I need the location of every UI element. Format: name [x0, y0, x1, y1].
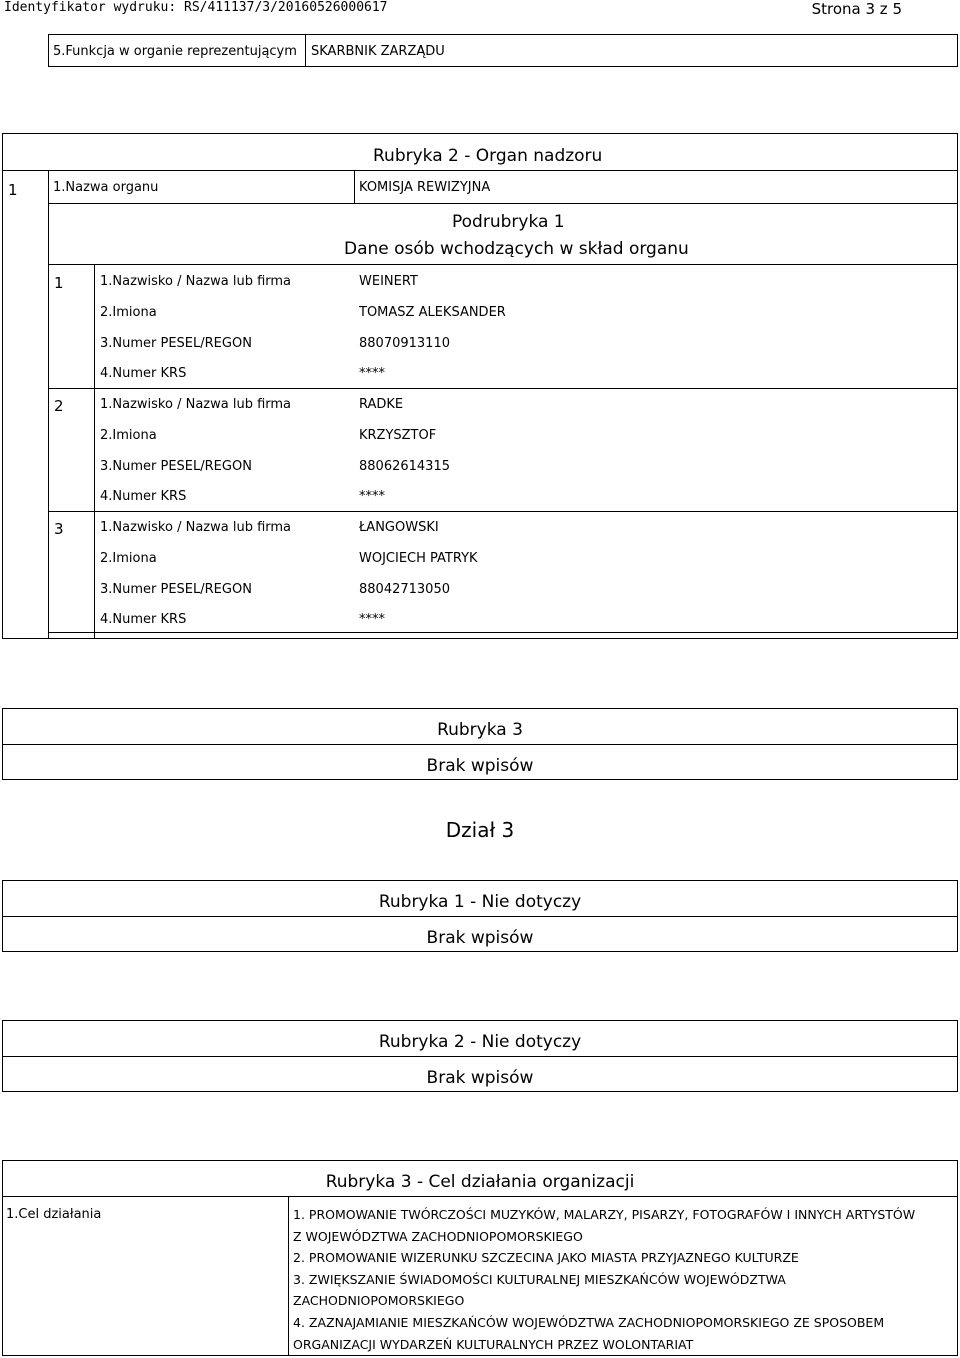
person-field-label: 3.Numer PESEL/REGON — [100, 458, 252, 474]
person-field-value: ŁANGOWSKI — [359, 520, 439, 535]
person-field-label: 4.Numer KRS — [100, 366, 187, 382]
person-field-value: **** — [359, 489, 385, 505]
cel-label: 1.Cel działania — [6, 1207, 102, 1222]
cel-line: Z WOJEWÓDZTWA ZACHODNIOPOMORSKIEGO — [293, 1228, 583, 1244]
person-field-label: 1.Nazwisko / Nazwa lub firma — [100, 274, 292, 289]
print-identifier: Identyfikator wydruku: RS/411137/3/20160526000617 — [4, 0, 388, 15]
dzial3-title: Dział 3 — [445, 818, 515, 842]
function-label: 5.Funkcja w organie reprezentującym — [53, 44, 297, 59]
person-field-label: 4.Numer KRS — [100, 489, 187, 505]
cel-line: ZACHODNIOPOMORSKIEGO — [293, 1293, 465, 1309]
person-index: 2 — [54, 397, 64, 415]
person-field-value: KRZYSZTOF — [359, 427, 437, 443]
page-number: Strona 3 z 5 — [811, 0, 902, 18]
person-index: 1 — [54, 274, 64, 292]
person-index: 3 — [54, 520, 64, 538]
person-field-value: WEINERT — [359, 274, 418, 289]
cel-line: 2. PROMOWANIE WIZERUNKU SZCZECINA JAKO MIASTA PRZYJAZNEGO KULTURZE — [293, 1250, 799, 1266]
person-field-value: 88062614315 — [359, 458, 450, 474]
person-field-value: 88070913110 — [359, 335, 450, 351]
person-field-label: 4.Numer KRS — [100, 612, 187, 628]
rubryka2nd-title: Rubryka 2 - Nie dotyczy — [378, 1032, 582, 1052]
person-field-label: 2.Imiona — [100, 304, 157, 320]
subsection-subtitle: Dane osób wchodzących w skład organu — [344, 239, 689, 259]
rubryka3-title: Rubryka 3 — [437, 720, 523, 740]
cel-title: Rubryka 3 - Cel działania organizacji — [325, 1172, 635, 1192]
cel-line: 3. ZWIĘKSZANIE ŚWIADOMOŚCI KULTURALNEJ MIESZKAŃCÓW WOJEWÓDZTWA — [293, 1271, 786, 1287]
person-field-label: 2.Imiona — [100, 550, 157, 566]
person-field-value: **** — [359, 612, 385, 628]
cel-line: 4. ZAZNAJAMIANIE MIESZKAŃCÓW WOJEWÓDZTWA ZACHODNIOPOMORSKIEGO ZE SPOSOBEM — [293, 1314, 885, 1330]
person-field-label: 2.Imiona — [100, 427, 157, 443]
person-field-value: WOJCIECH PATRYK — [359, 550, 478, 566]
rubryka1-empty: Brak wpisów — [426, 928, 534, 948]
person-field-label: 1.Nazwisko / Nazwa lub firma — [100, 520, 292, 535]
cel-line: ORGANIZACJI WYDARZEŃ KULTURALNYCH PRZEZ WOLONTARIAT — [293, 1336, 694, 1352]
rubryka1-title: Rubryka 1 - Nie dotyczy — [378, 892, 582, 912]
rubryka3-empty: Brak wpisów — [426, 756, 534, 776]
person-field-value: **** — [359, 366, 385, 382]
rubryka2nd-empty: Brak wpisów — [426, 1068, 534, 1088]
person-field-value: RADKE — [359, 397, 404, 412]
organ-name-value: KOMISJA REWIZYJNA — [359, 180, 491, 195]
person-field-label: 1.Nazwisko / Nazwa lub firma — [100, 397, 292, 412]
cel-lines — [293, 1204, 915, 1355]
organ-index: 1 — [8, 181, 18, 199]
subsection-title: Podrubryka 1 — [452, 212, 565, 232]
cel-line: 1. PROMOWANIE TWÓRCZOŚCI MUZYKÓW, MALARZY, PISARZY, FOTOGRAFÓW I INNYCH ARTYSTÓW — [293, 1207, 916, 1222]
person-field-label: 3.Numer PESEL/REGON — [100, 335, 252, 351]
person-field-value: 88042713050 — [359, 581, 450, 597]
function-value: SKARBNIK ZARZĄDU — [311, 44, 445, 59]
organ-name-label: 1.Nazwa organu — [53, 180, 159, 195]
person-field-label: 3.Numer PESEL/REGON — [100, 581, 252, 597]
section-title: Rubryka 2 - Organ nadzoru — [373, 146, 603, 166]
person-field-value: TOMASZ ALEKSANDER — [359, 304, 506, 320]
